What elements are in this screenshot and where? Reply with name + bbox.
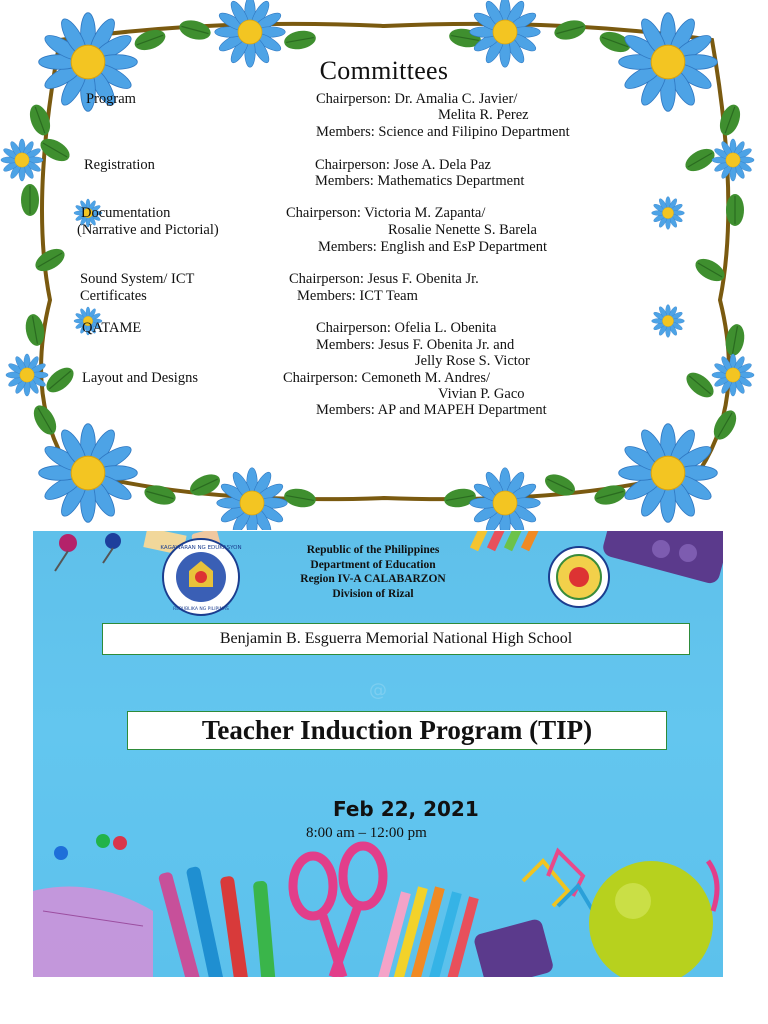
pushpin-icon — [103, 533, 121, 563]
header-line-republic: Republic of the Philippines — [306, 544, 440, 556]
program-chairperson: Chairperson: Dr. Amalia C. Javier/ — [316, 91, 518, 107]
pushpin-icon — [96, 834, 110, 848]
calculator-icon — [601, 531, 723, 585]
paper-clips-icon — [523, 851, 593, 911]
committee-name-qatame: QATAME — [82, 320, 142, 336]
committee-name-documentation: Documentation — [81, 205, 171, 221]
school-seal-icon — [549, 547, 609, 607]
apple-icon — [589, 861, 713, 977]
school-name: Benjamin B. Esguerra Memorial National High School — [102, 623, 690, 655]
qatame-members: Members: Jesus F. Obenita Jr. and — [316, 337, 515, 353]
committee-name-program: Program — [86, 91, 136, 107]
committee-name-sound-system: Sound System/ ICT — [80, 271, 195, 287]
registration-chairperson: Chairperson: Jose A. Dela Paz — [315, 157, 491, 173]
header-line-department: Department of Education — [310, 558, 436, 571]
deped-seal-icon — [160, 539, 241, 615]
committee-sub-documentation: (Narrative and Pictorial) — [77, 222, 219, 238]
layout-chairperson: Chairperson: Cemoneth M. Andres/ — [283, 370, 491, 386]
qatame-chairperson: Chairperson: Ofelia L. Obenita — [316, 320, 497, 336]
header-line-division: Division of Rizal — [332, 587, 414, 600]
pushpin-icon — [113, 836, 127, 850]
documentation-members: Members: English and EsP Department — [318, 239, 548, 255]
pushpin-icon — [54, 846, 68, 860]
committee-sub-sound-system: Certificates — [80, 288, 147, 304]
sound-system-chairperson: Chairperson: Jesus F. Obenita Jr. — [289, 271, 479, 287]
sound-system-members: Members: ICT Team — [297, 288, 418, 304]
pushpin-icon — [55, 534, 77, 571]
layout-members: Members: AP and MAPEH Department — [316, 402, 547, 418]
documentation-chairperson-2: Rosalie Nenette S. Barela — [388, 222, 537, 238]
documentation-chairperson: Chairperson: Victoria M. Zapanta/ — [286, 205, 486, 221]
committees-heading: Committees — [319, 56, 449, 85]
program-chairperson-2: Melita R. Perez — [438, 107, 529, 123]
event-banner — [33, 531, 723, 977]
program-members: Members: Science and Filipino Department — [316, 124, 570, 140]
header-line-region: Region IV-A CALABARZON — [300, 573, 446, 585]
colored-pencils-bottom — [375, 886, 479, 977]
scissors-icon — [293, 846, 383, 977]
event-title: Teacher Induction Program (TIP) — [127, 711, 667, 750]
deped-header — [233, 543, 513, 601]
layout-chairperson-2: Vivian P. Gaco — [438, 386, 525, 402]
event-time: 8:00 am – 12:00 pm — [306, 825, 427, 841]
watermark: @ — [369, 680, 387, 701]
seal-text-bottom: REPUBLIKA NG PILIPINAS — [173, 607, 229, 612]
sharpener-icon — [473, 918, 555, 977]
registration-members: Members: Mathematics Department — [315, 173, 525, 189]
protractor-icon — [33, 887, 153, 978]
pens-icon — [158, 866, 277, 977]
committee-name-layout: Layout and Designs — [82, 370, 198, 386]
qatame-members-2: Jelly Rose S. Victor — [415, 353, 530, 369]
committee-name-registration: Registration — [84, 157, 155, 173]
event-date: Feb 22, 2021 — [333, 797, 479, 821]
seal-text-top: KAGAWARAN NG EDUKASYON — [160, 545, 242, 551]
